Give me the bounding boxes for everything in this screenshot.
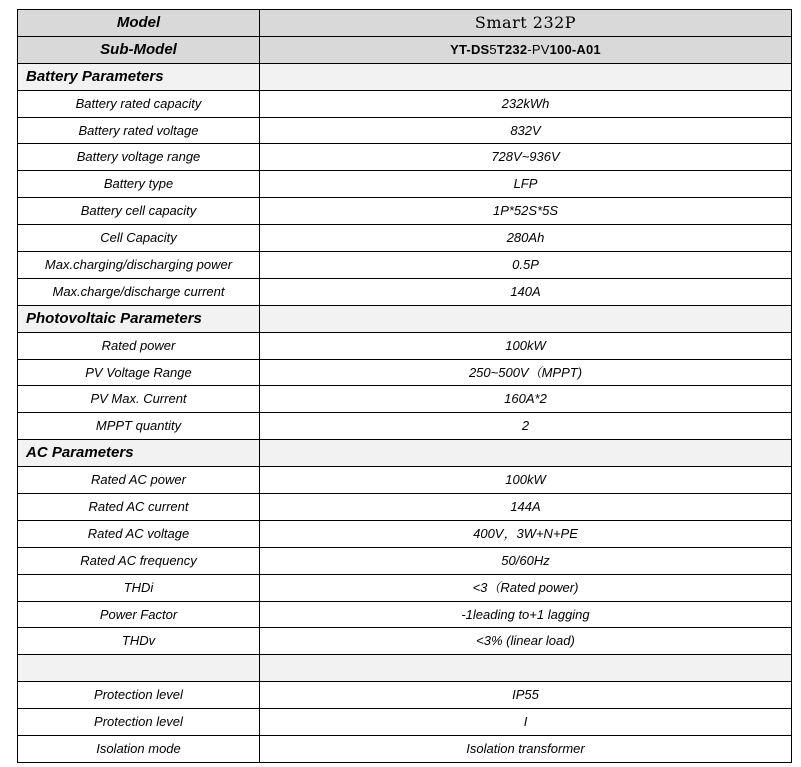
spec-row bbox=[18, 547, 792, 574]
spec-label: Battery rated capacity bbox=[18, 90, 260, 117]
spec-table bbox=[17, 9, 792, 763]
spec-value: 400V，3W+N+PE bbox=[260, 520, 792, 547]
submodel-part: 5 bbox=[489, 41, 497, 57]
spec-row bbox=[18, 709, 792, 736]
spec-row bbox=[18, 359, 792, 386]
spec-row bbox=[18, 628, 792, 655]
spec-row bbox=[18, 252, 792, 279]
spec-value: 728V~936V bbox=[260, 144, 792, 171]
section-title: AC Parameters bbox=[18, 440, 260, 467]
spec-value: 0.5P bbox=[260, 252, 792, 279]
spec-value: 1P*52S*5S bbox=[260, 198, 792, 225]
spec-row bbox=[18, 736, 792, 763]
spec-label: Rated AC power bbox=[18, 467, 260, 494]
spec-row bbox=[18, 386, 792, 413]
spec-label: Protection level bbox=[18, 682, 260, 709]
spec-label: THDv bbox=[18, 628, 260, 655]
spec-label: PV Max. Current bbox=[18, 386, 260, 413]
submodel-part: T232 bbox=[496, 41, 528, 57]
spec-label: Rated AC frequency bbox=[18, 547, 260, 574]
spec-value: 100kW bbox=[260, 332, 792, 359]
spec-value: <3（Rated power) bbox=[260, 574, 792, 601]
spec-label: MPPT quantity bbox=[18, 413, 260, 440]
spec-label: PV Voltage Range bbox=[18, 359, 260, 386]
spec-value: 144A bbox=[260, 494, 792, 521]
spec-label: THDi bbox=[18, 574, 260, 601]
model-row bbox=[18, 10, 792, 37]
spec-label: Max.charge/discharge current bbox=[18, 278, 260, 305]
spec-label: Battery type bbox=[18, 171, 260, 198]
spec-label: Rated power bbox=[18, 332, 260, 359]
spec-value: 232kWh bbox=[260, 90, 792, 117]
spec-value: -1leading to+1 lagging bbox=[260, 601, 792, 628]
spec-row bbox=[18, 90, 792, 117]
section-photovoltaic bbox=[18, 305, 792, 332]
spec-value: 832V bbox=[260, 117, 792, 144]
spec-row bbox=[18, 574, 792, 601]
spec-row bbox=[18, 332, 792, 359]
spec-row bbox=[18, 144, 792, 171]
spec-label: Battery voltage range bbox=[18, 144, 260, 171]
submodel-part: YT-DS bbox=[450, 41, 490, 57]
spec-row bbox=[18, 494, 792, 521]
section-blank bbox=[260, 655, 792, 682]
spec-value: <3% (linear load) bbox=[260, 628, 792, 655]
submodel-label: Sub-Model bbox=[18, 36, 260, 63]
spec-label: Battery cell capacity bbox=[18, 198, 260, 225]
spec-row bbox=[18, 117, 792, 144]
spec-value: I bbox=[260, 709, 792, 736]
spec-value: 160A*2 bbox=[260, 386, 792, 413]
spec-value: 280Ah bbox=[260, 225, 792, 252]
spec-label: Cell Capacity bbox=[18, 225, 260, 252]
section-title: Photovoltaic Parameters bbox=[18, 305, 260, 332]
spec-row bbox=[18, 225, 792, 252]
spec-label: Battery rated voltage bbox=[18, 117, 260, 144]
spec-table-container bbox=[17, 9, 791, 763]
submodel-row bbox=[18, 36, 792, 63]
submodel-part: 100 bbox=[549, 41, 572, 57]
spec-row bbox=[18, 601, 792, 628]
section-battery bbox=[18, 63, 792, 90]
spec-label: Rated AC voltage bbox=[18, 520, 260, 547]
spec-label: Power Factor bbox=[18, 601, 260, 628]
section-title: Battery Parameters bbox=[18, 63, 260, 90]
spec-row bbox=[18, 171, 792, 198]
spec-value: 2 bbox=[260, 413, 792, 440]
spec-row bbox=[18, 520, 792, 547]
spec-value: 100kW bbox=[260, 467, 792, 494]
spec-label: Isolation mode bbox=[18, 736, 260, 763]
spec-value: Isolation transformer bbox=[260, 736, 792, 763]
section-blank bbox=[260, 63, 792, 90]
spec-value: IP55 bbox=[260, 682, 792, 709]
section-blank bbox=[18, 655, 260, 682]
submodel-part: -A01 bbox=[571, 41, 601, 57]
submodel-part: -PV bbox=[527, 41, 550, 57]
section-blank bbox=[260, 305, 792, 332]
section-ac bbox=[18, 440, 792, 467]
spec-row bbox=[18, 682, 792, 709]
spec-value: 50/60Hz bbox=[260, 547, 792, 574]
spec-label: Protection level bbox=[18, 709, 260, 736]
model-value: Smart 232P bbox=[260, 10, 792, 37]
spec-row bbox=[18, 467, 792, 494]
spec-value: 140A bbox=[260, 278, 792, 305]
section-blank bbox=[260, 440, 792, 467]
model-label: Model bbox=[18, 10, 260, 37]
spec-label: Rated AC current bbox=[18, 494, 260, 521]
spec-row bbox=[18, 413, 792, 440]
spec-row bbox=[18, 278, 792, 305]
spec-row bbox=[18, 198, 792, 225]
section-unnamed bbox=[18, 655, 792, 682]
spec-value: 250~500V（MPPT) bbox=[260, 359, 792, 386]
spec-label: Max.charging/discharging power bbox=[18, 252, 260, 279]
submodel-value bbox=[260, 36, 792, 63]
spec-value: LFP bbox=[260, 171, 792, 198]
